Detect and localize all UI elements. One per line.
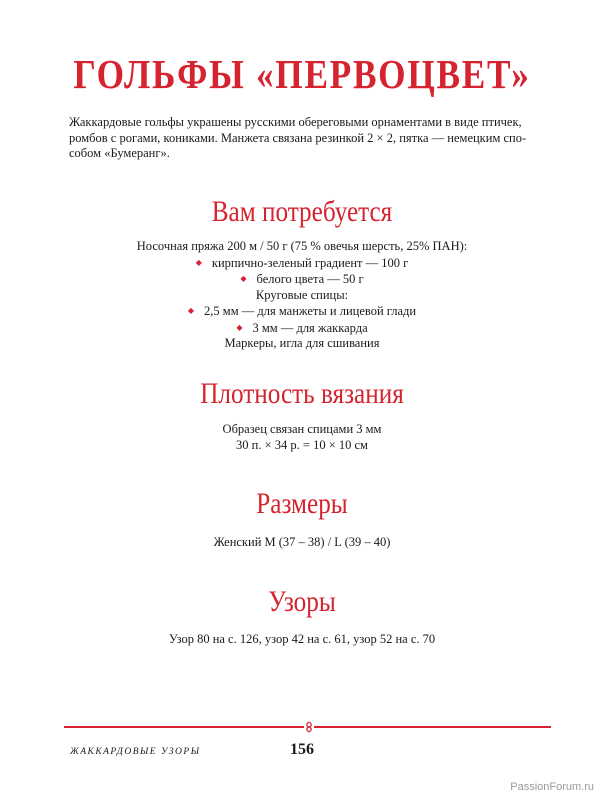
requirements-heading: Вам потребуется: [211, 195, 393, 228]
intro-line: ромбов с рогами, кониками. Манжета связана резинкой 2 × 2, пятка — немецким спо-: [69, 130, 527, 145]
rule-line-right: [314, 726, 551, 728]
list-item: [0, 320, 604, 337]
intro-line: собом «Бумеранг».: [69, 146, 170, 160]
intro-line: Жаккардовые гольфы украшены русскими обереговыми орнаментами в виде птичек,: [69, 115, 522, 129]
list-item: [0, 303, 604, 320]
patterns-value: Узор 80 на с. 126, узор 42 на с. 61, узор 52 на с. 70: [168, 632, 436, 646]
diamond-bullet-icon: ◆: [187, 306, 195, 315]
diamond-bullet-icon: ◆: [240, 274, 247, 283]
density-block: [0, 422, 604, 453]
density-line-1: Образец связан спицами 3 мм: [222, 422, 382, 436]
rule-line-left: [64, 726, 304, 728]
list-item: [0, 271, 604, 288]
needles-1: 2,5 мм — для манжеты и лицевой глади: [204, 304, 417, 318]
list-item: [0, 255, 604, 272]
diamond-bullet-icon: ◆: [236, 322, 243, 332]
watermark: PassionForum.ru: [510, 781, 594, 793]
yarn-color-1: кирпично-зеленый градиент — 100 г: [211, 255, 409, 270]
page-number: 156: [290, 741, 314, 758]
requirements-list: [0, 239, 604, 352]
density-heading: Плотность вязания: [200, 377, 404, 410]
density-line-2: 30 п. × 34 р. = 10 × 10 см: [236, 437, 368, 452]
intro-paragraph: [69, 115, 569, 162]
yarn-color-2: белого цвета — 50 г: [256, 272, 364, 286]
needles-label: Круговые спицы:: [255, 287, 349, 302]
yarn-line: Носочная пряжа 200 м / 50 г (75 % овечья шерсть, 25% ПАН):: [136, 239, 468, 253]
sizes-heading: Размеры: [256, 487, 348, 520]
sizes-value: Женский M (37 – 38) / L (39 – 40): [213, 535, 391, 549]
diamond-bullet-icon: ◆: [195, 257, 202, 267]
patterns-heading: Узоры: [268, 585, 336, 618]
footer-section-title: ЖАККАРДОВЫЕ УЗОРЫ: [70, 747, 201, 757]
other-tools: Маркеры, игла для сшивания: [224, 336, 380, 350]
needles-2: 3 мм — для жаккарда: [252, 320, 368, 335]
footer-rule: [64, 721, 551, 733]
page-title: ГОЛЬФЫ «ПЕРВОЦВЕТ»: [73, 51, 531, 97]
